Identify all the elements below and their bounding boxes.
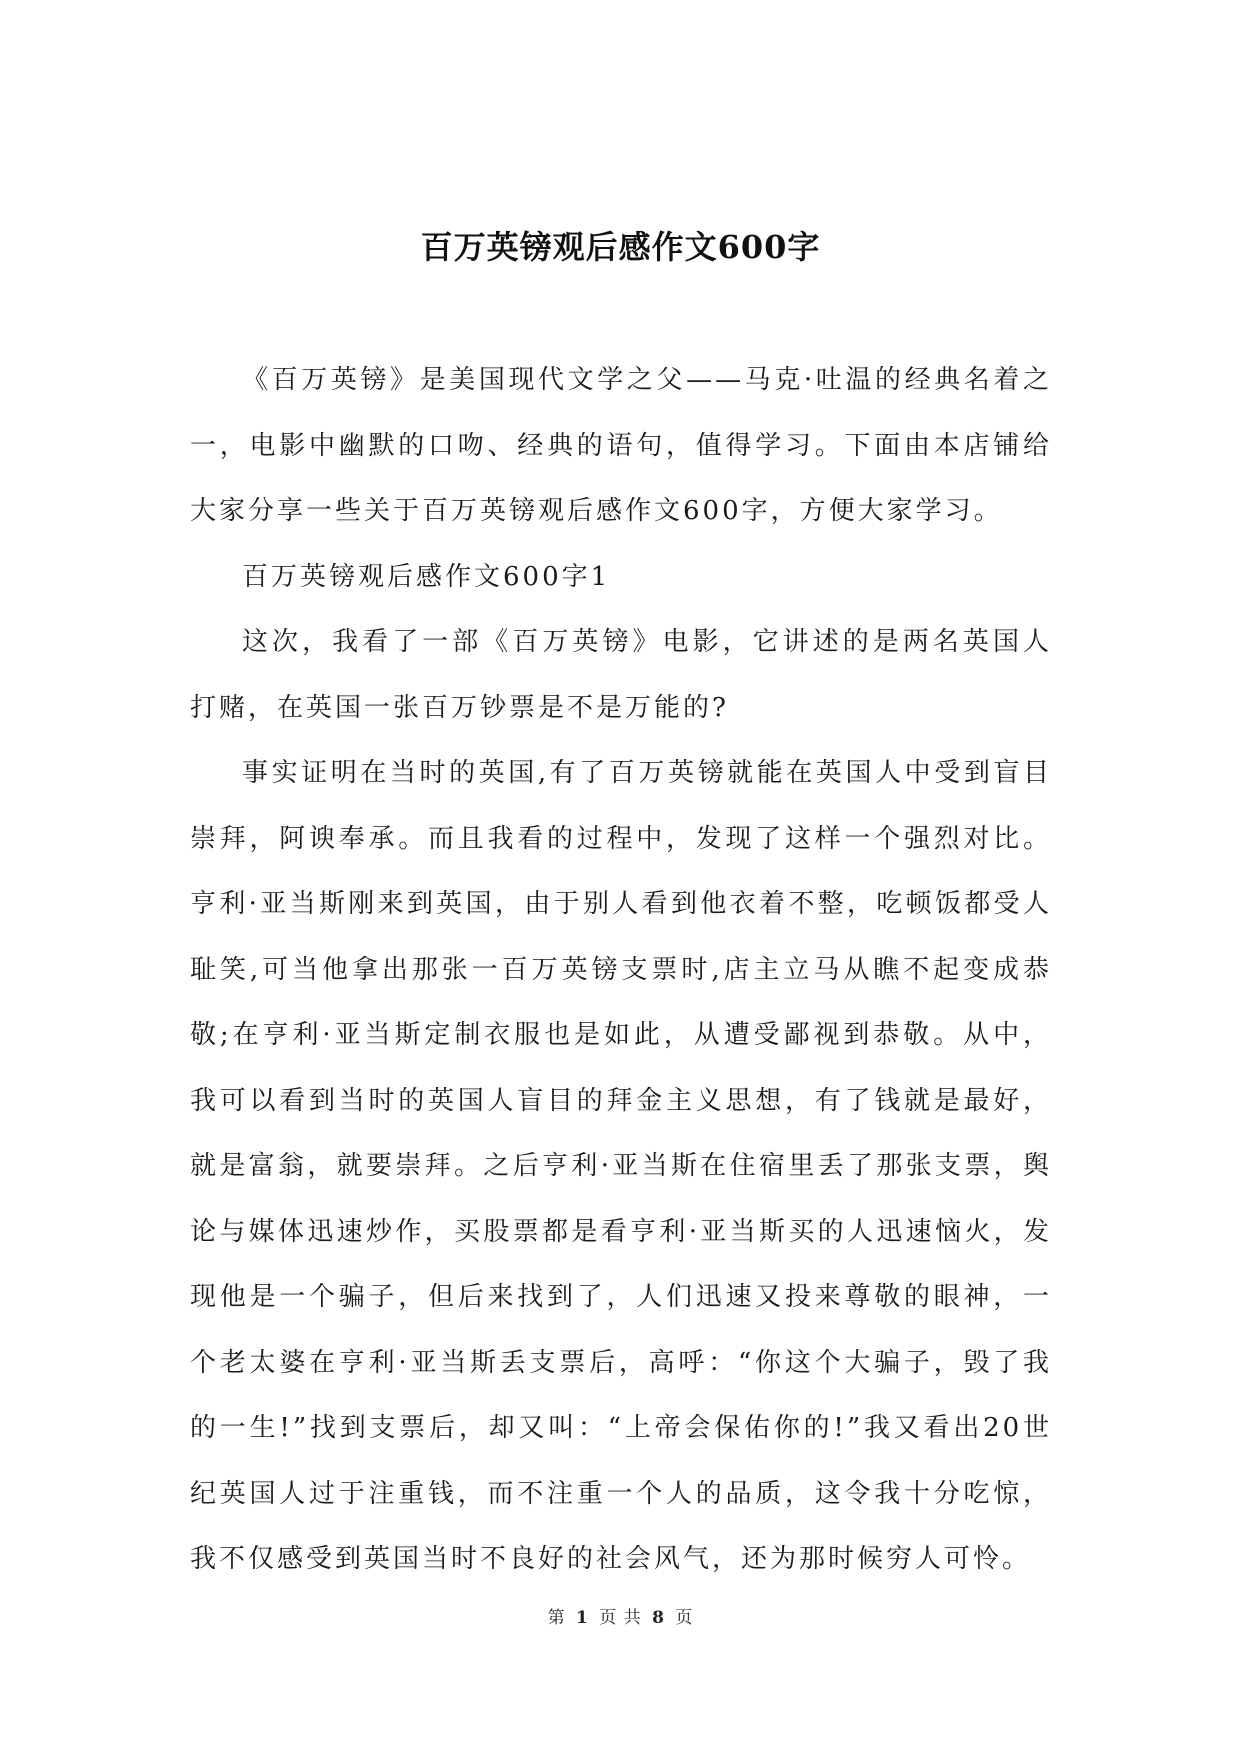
footer-prefix: 第: [547, 1608, 566, 1628]
footer-middle: 页 共: [599, 1608, 642, 1628]
document-body: [190, 348, 1052, 1593]
page-footer: [0, 1603, 1241, 1628]
footer-page-number: 1: [576, 1608, 589, 1628]
section-heading: 百万英镑观后感作文600字1: [242, 561, 611, 592]
document-title: 百万英镑观后感作文600字: [420, 228, 821, 266]
footer-suffix: 页: [675, 1608, 694, 1628]
intro-paragraph: 《百万英镑》是美国现代文学之父——马克·吐温的经典名着之一，电影中幽默的口吻、经典的语句，值得学习。下面由本店铺给大家分享一些关于百万英镑观后感作文600字，方便大家学习。: [190, 365, 1052, 526]
footer-total-pages: 8: [652, 1608, 665, 1628]
body-paragraph: 这次，我看了一部《百万英镑》电影，它讲述的是两名英国人打赌，在英国一张百万钞票是不是万能的?: [190, 627, 1052, 723]
body-paragraph: 事实证明在当时的英国,有了百万英镑就能在英国人中受到盲目崇拜，阿谀奉承。而且我看的过程中，发现了这样一个强烈对比。亨利·亚当斯刚来到英国，由于别人看到他衣着不整，吃顿饭都受人耻笑,可当他拿出那张一百万英镑支票时,店主立马从瞧不起变成恭敬;在亨利·亚当斯定制衣服也是如此，从遭受鄙视到恭敬。从中，我可以看到当时的英国人盲目的拜金主义思想，有了钱就是最好，就是富翁，就要崇拜。之后亨利·亚当斯在住宿里丢了那张支票，舆论与媒体迅速炒作，买股票都是看亨利·亚当斯买的人迅速恼火，发现他是一个骗子，但后来找到了，人们迅速又投来尊敬的眼神，一个老太婆在亨利·亚当斯丢支票后，高呼：“你这个大骗子，毁了我的一生!”找到支票后，却又叫：“上帝会保佑你的!”我又看出20世纪英国人过于注重钱，而不注重一个人的品质，这令我十分吃惊，我不仅感受到英国当时不良好的社会风气，还为那时候穷人可怜。: [190, 758, 1052, 1574]
